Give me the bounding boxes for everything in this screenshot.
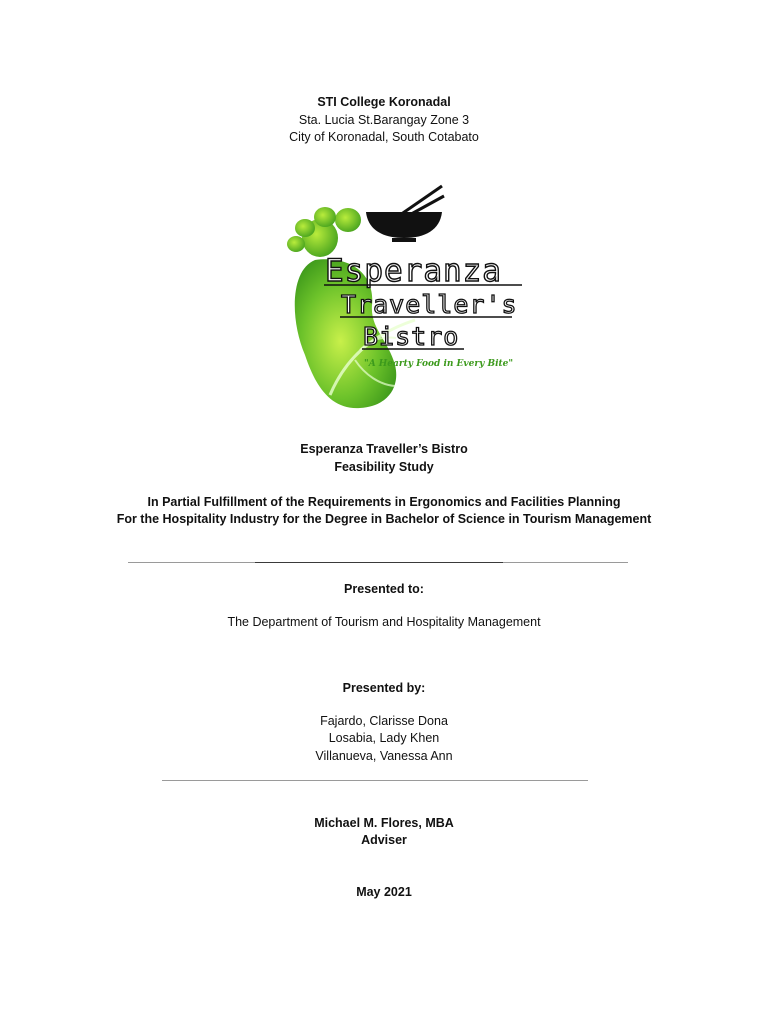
logo-word-esperanza: Esperanza bbox=[325, 253, 502, 289]
divider-top-accent bbox=[255, 562, 503, 563]
institution-name: STI College Koronadal bbox=[317, 95, 451, 109]
study-title: Esperanza Traveller’s Bistro bbox=[300, 442, 468, 456]
logo-word-bistro: Bistro bbox=[363, 322, 460, 351]
document-date: May 2021 bbox=[356, 885, 412, 899]
bistro-logo bbox=[220, 160, 550, 430]
study-subtitle: Feasibility Study bbox=[334, 460, 434, 474]
department-name: The Department of Tourism and Hospitality Management bbox=[227, 615, 541, 629]
author-3: Villanueva, Vanessa Ann bbox=[315, 749, 453, 763]
footprint-logo-graphic bbox=[220, 160, 550, 430]
fulfillment-line-1: In Partial Fulfillment of the Requirements in Ergonomics and Facilities Planning bbox=[147, 495, 621, 509]
author-1: Fajardo, Clarisse Dona bbox=[320, 714, 448, 728]
adviser-name: Michael M. Flores, MBA bbox=[314, 816, 454, 830]
fulfillment-line-2: For the Hospitality Industry for the Degree in Bachelor of Science in Tourism Management bbox=[116, 512, 652, 526]
logo-word-travellers: Traveller's bbox=[341, 290, 518, 319]
toe-shapes bbox=[287, 207, 361, 257]
divider-bottom bbox=[162, 780, 588, 781]
presented-by-label: Presented by: bbox=[342, 681, 426, 695]
address-line-2: City of Koronadal, South Cotabato bbox=[289, 130, 479, 144]
presented-to-label: Presented to: bbox=[344, 582, 424, 596]
author-2: Losabia, Lady Khen bbox=[328, 731, 440, 745]
logo-tagline: "A Hearty Food in Every Bite" bbox=[364, 359, 514, 369]
address-line-1: Sta. Lucia St.Barangay Zone 3 bbox=[298, 113, 470, 127]
bowl-icon bbox=[366, 186, 444, 242]
adviser-role: Adviser bbox=[361, 833, 407, 847]
